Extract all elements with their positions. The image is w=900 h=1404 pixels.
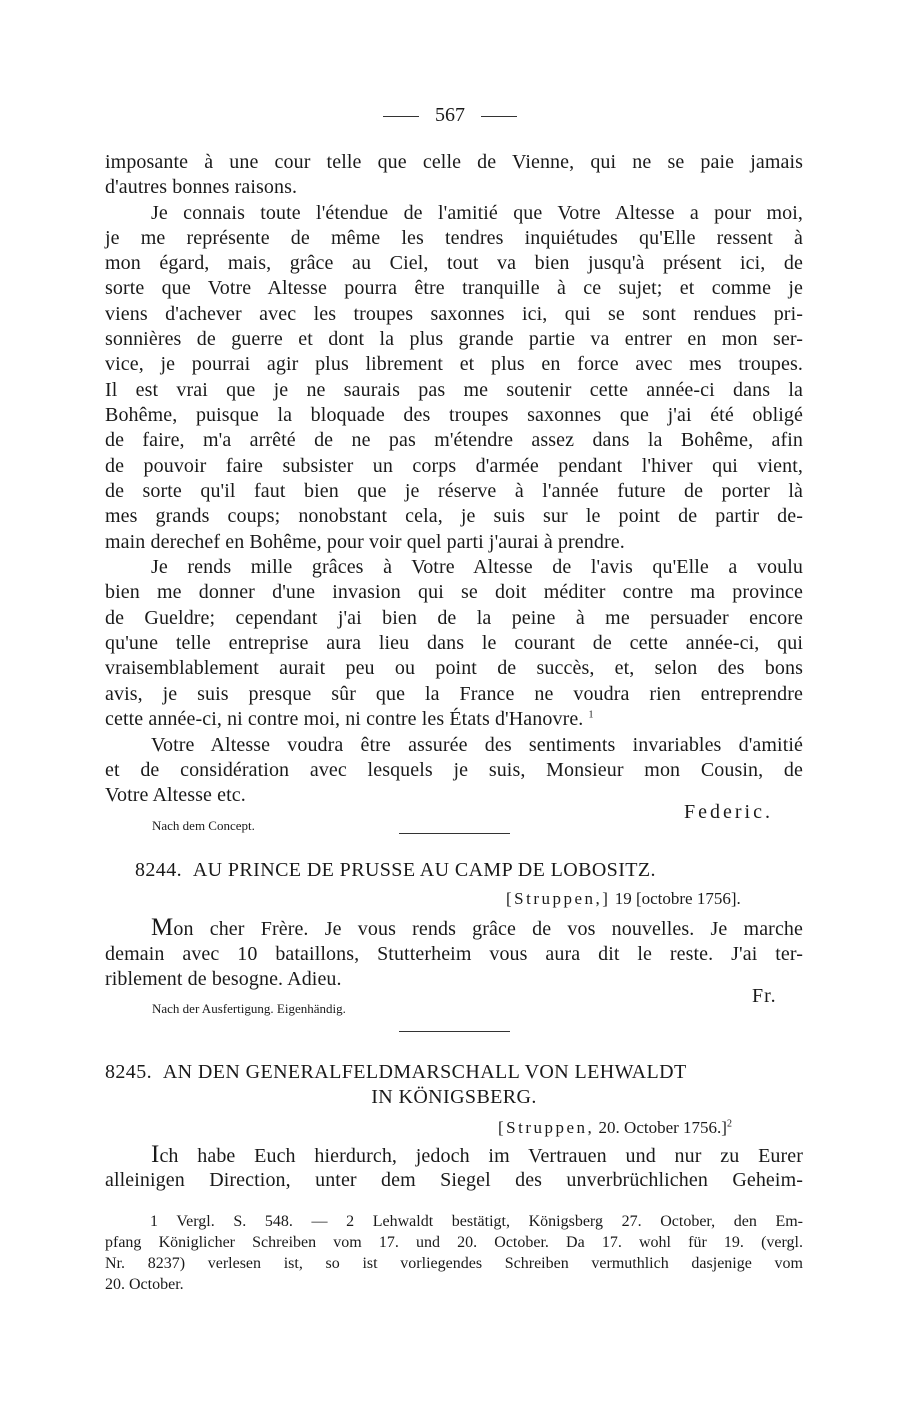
- text-line: mes grands coups; nonobstant cela, je suis sur le point de partir de-: [105, 505, 803, 527]
- text-line: Bohême, puisque la bloquade des troupes saxonnes que j'ai été obligé: [105, 404, 803, 426]
- footnote-line: Nr. 8237) verlesen ist, so ist vorliegendes Schreiben vermuthlich dasjenige vom: [105, 1255, 803, 1272]
- text-line: [151, 915, 803, 942]
- text-line: Votre Altesse voudra être assurée des sentiments invariables d'amitié: [151, 734, 803, 756]
- text-line: d'autres bonnes raisons.: [105, 176, 298, 198]
- signature: Fr.: [752, 985, 777, 1007]
- footnote-line: pfang Königlicher Schreiben vom 17. und 20. October. Da 17. wohl für 19. (vergl.: [105, 1234, 803, 1251]
- page-number-dash-right: [481, 116, 517, 117]
- text-line: vice, je pourrai agir plus librement et plus en force avec mes troupes.: [105, 353, 803, 375]
- page-number-dash-left: [383, 116, 419, 117]
- text-line: Je rends mille grâces à Votre Altesse de l'avis qu'Elle a voulu: [151, 556, 803, 578]
- letter-title: AN DEN GENERALFELDMARSCHALL VON LEHWALDT: [162, 1061, 687, 1083]
- text-line: viens d'achever avec les troupes saxonnes ici, qui se sont rendues pri-: [105, 303, 803, 325]
- source-note: Nach der Ausfertigung. Eigenhändig.: [152, 1001, 346, 1016]
- text-line: qu'une telle entreprise aura lieu dans le courant de cette année-ci, qui: [105, 632, 803, 654]
- dateline-date: 19 [octobre 1756].: [614, 889, 741, 908]
- text-line: de faire, m'a arrêté de ne pas m'étendre assez dans la Bohême, afin: [105, 429, 803, 451]
- text-line: bien me donner d'une invasion qui se doit méditer contre ma province: [105, 581, 803, 603]
- text-line: sorte que Votre Altesse pourra être tranquille à ce sujet; et comme je: [105, 277, 803, 299]
- text-line: sonnières de guerre et dont la plus grande partie va entrer en mon ser-: [105, 328, 803, 350]
- text-line: et de considération avec lesquels je suis, Monsieur mon Cousin, de: [105, 759, 803, 781]
- text-line: vraisemblablement aurait peu ou point de succès, et, selon des bons: [105, 657, 803, 679]
- text-line: de Gueldre; cependant j'ai bien de la peine à me persuader encore: [105, 607, 803, 629]
- text-line: Je connais toute l'étendue de l'amitié que Votre Altesse a pour moi,: [151, 202, 803, 224]
- letter-number: 8244.: [135, 859, 182, 881]
- dateline: [506, 888, 741, 910]
- text-line: demain avec 10 bataillons, Stutterheim vous aura dit le reste. J'ai ter-: [105, 943, 803, 965]
- letter-number: 8245.: [105, 1061, 152, 1083]
- dateline-place: [Struppen,: [498, 1118, 595, 1137]
- letter-title-continued: IN KÖNIGSBERG.: [371, 1086, 537, 1108]
- text-line: avis, je suis presque sûr que la France ne voudra rien entreprendre: [105, 683, 803, 705]
- footnote-ref[interactable]: 2: [726, 1118, 732, 1130]
- text-line: je me représente de même les tendres inquiétudes qu'Elle ressent à: [105, 227, 803, 249]
- text-line: de sorte qu'il faut bien que je réserve à l'année future de porter là: [105, 480, 803, 502]
- text-line-content: ch habe Euch hierdurch, jedoch im Vertrauen und nur zu Eurer: [159, 1145, 803, 1167]
- footnote-line: 20. October.: [105, 1276, 184, 1293]
- section-divider: [399, 1031, 510, 1032]
- dateline: [498, 1117, 732, 1139]
- letter-heading: [105, 1060, 687, 1085]
- footnote-ref[interactable]: 1: [588, 709, 594, 721]
- text-line-content: cette année-ci, ni contre moi, ni contre les États d'Hanovre.: [105, 708, 584, 730]
- text-line: Il est vrai que je ne saurais pas me soutenir cette année-ci dans la: [105, 379, 803, 401]
- text-line-content: on cher Frère. Je vous rends grâce de vos nouvelles. Je marche: [173, 918, 803, 940]
- letter-title: AU PRINCE DE PRUSSE AU CAMP DE LOBOSITZ.: [192, 859, 656, 881]
- text-line: riblement de besogne. Adieu.: [105, 968, 342, 990]
- section-divider: [399, 833, 510, 834]
- signature: Federic.: [684, 801, 773, 823]
- footnote-line: 1 Vergl. S. 548. — 2 Lehwaldt bestätigt, Königsberg 27. October, den Em-: [150, 1213, 803, 1230]
- letter-heading: [135, 858, 656, 883]
- page-number: 567: [435, 104, 465, 126]
- page-number-header: [0, 104, 900, 127]
- text-line: mon égard, mais, grâce au Ciel, tout va bien jusqu'à présent ici, de: [105, 252, 803, 274]
- initial-letter: M: [151, 914, 174, 941]
- initial-letter: I: [151, 1141, 160, 1168]
- text-line: main derechef en Bohême, pour voir quel parti j'aurai à prendre.: [105, 531, 625, 553]
- text-line: [151, 1142, 803, 1169]
- text-line: alleinigen Direction, unter dem Siegel des unverbrüchlichen Geheim-: [105, 1169, 803, 1191]
- text-line: Votre Altesse etc.: [105, 784, 246, 806]
- dateline-date: 20. October 1756.]: [598, 1118, 727, 1137]
- text-line: de pouvoir faire subsister un corps d'armée pendant l'hiver qui vient,: [105, 455, 803, 477]
- dateline-place: [Struppen,]: [506, 889, 611, 908]
- text-line: [105, 707, 803, 732]
- source-note: Nach dem Concept.: [152, 818, 255, 833]
- text-line: imposante à une cour telle que celle de Vienne, qui ne se paie jamais: [105, 151, 803, 173]
